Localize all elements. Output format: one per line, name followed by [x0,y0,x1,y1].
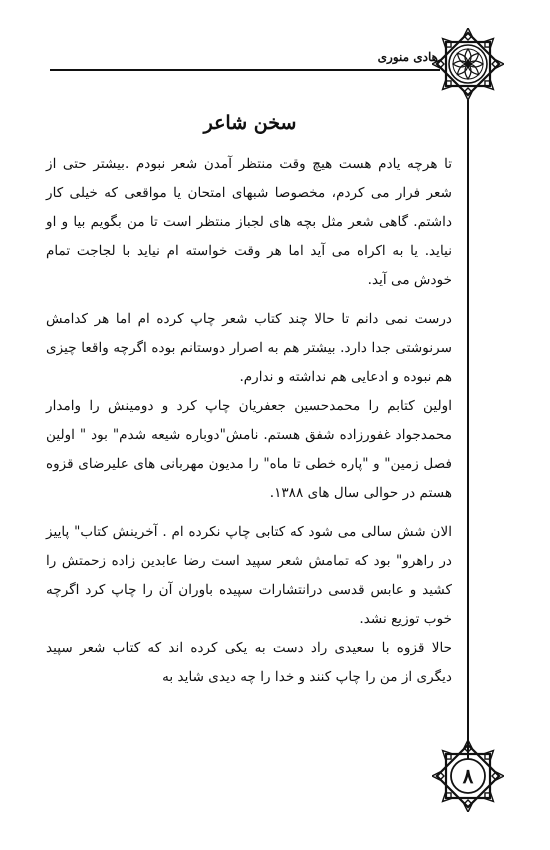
side-rule [467,100,469,770]
running-header-author: هادی منوری [377,50,438,64]
paragraph: درست نمی دانم تا حالا چند کتاب شعر چاپ کرده ام اما هر کدامش سرنوشتی جدا دارد. بیشتر هم به اصرار دوستانم بوده اگرچه واقعا چیزی هم نبوده و ادعایی هم نداشته و ندارم. [46,311,452,385]
page-number: ۸ [462,764,474,788]
body-text [46,150,452,692]
header-rule [50,69,440,71]
ornament-top-icon [432,28,504,100]
section-title: سخن شاعر [203,112,297,134]
paragraph: حالا قزوه با سعیدی راد دست به یکی کرده اند که کتاب شعر سپید دیگری از من را چاپ کنند و خدا را چه دیدی شاید به [46,640,452,685]
paragraph: اولین کتابم را محمدحسین جعفریان چاپ کرد و دومینش را وامدار محمدجواد غفورزاده شفق هستم. نامش"دوباره شیعه شدم" بود " اولین فصل زمین" و "پاره خطی تا ماه" را مدیون مهربانی های علیرضای قزوه هستم در حوالی سال های ۱۳۸۸. [46,398,452,501]
paragraph: تا هرچه یادم هست هیچ وقت منتظر آمدن شعر نبودم .بیشتر حتی از شعر فرار می کردم، مخصوصا شبهای امتحان یا مواقعی که خیلی کار داشتم. گاهی شعر مثل بچه های لجباز منتظر است تا من بگویم بیا و او نیاید. یا به اکراه می آید اما هر وقت خواسته ام نیاید با لجاجت تمام خودش می آید. [46,156,452,288]
paragraph: الان شش سالی می شود که کتابی چاپ نکرده ام . آخرینش کتاب" پاییز در راهرو" بود که تمامش شعر سپید است رضا عابدین زاده زحمتش را کشید و عابس قدسی درانتشارات سپیده باوران آن را چاپ کرد اگرچه خوب توزیع نشد. [46,524,452,627]
